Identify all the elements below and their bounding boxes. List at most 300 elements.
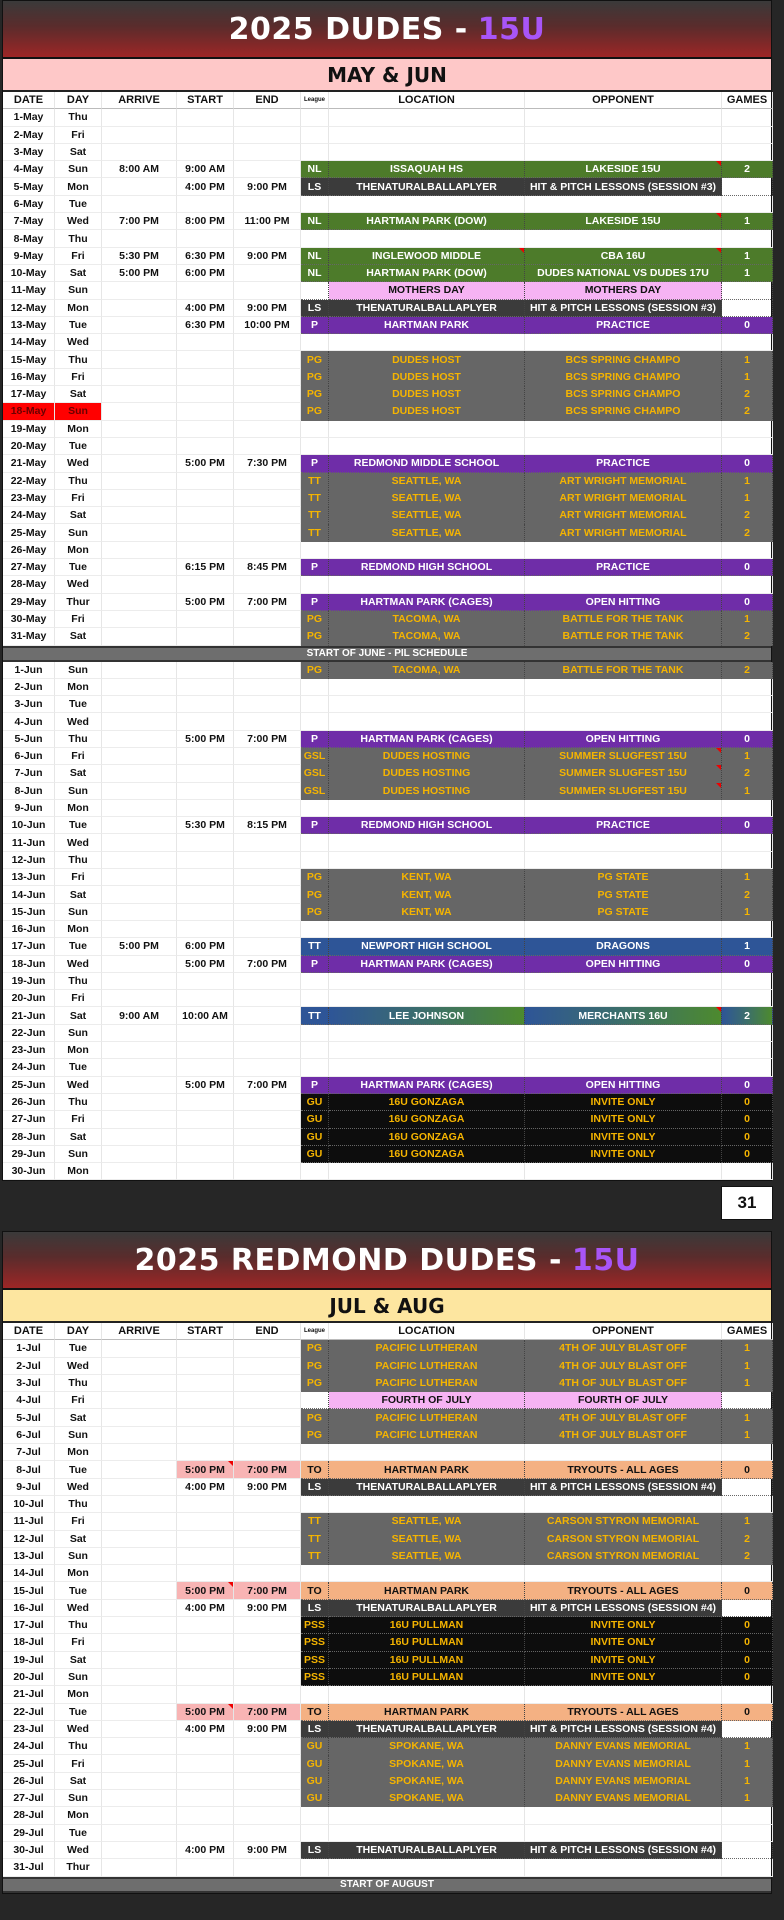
cell-league[interactable]: GU xyxy=(301,1111,329,1128)
cell-league[interactable]: GSL xyxy=(301,783,329,800)
cell-location[interactable]: PACIFIC LUTHERAN xyxy=(329,1340,525,1357)
table-row[interactable] xyxy=(3,300,771,317)
cell-start[interactable]: 9:00 AM xyxy=(177,161,234,178)
cell-day[interactable]: Fri xyxy=(55,248,102,265)
cell-start[interactable] xyxy=(177,334,234,351)
cell-start[interactable] xyxy=(177,576,234,593)
cell-arrive[interactable] xyxy=(102,1461,177,1478)
cell-start[interactable]: 6:30 PM xyxy=(177,317,234,334)
cell-opponent[interactable] xyxy=(525,1565,722,1582)
cell-league[interactable] xyxy=(301,1565,329,1582)
cell-arrive[interactable] xyxy=(102,748,177,765)
cell-opponent[interactable] xyxy=(525,1444,722,1461)
cell-start[interactable] xyxy=(177,1409,234,1426)
cell-league[interactable] xyxy=(301,127,329,144)
cell-end[interactable] xyxy=(234,713,301,730)
cell-opponent[interactable]: 4TH OF JULY BLAST OFF xyxy=(525,1375,722,1392)
cell-day[interactable]: Sat xyxy=(55,628,102,645)
cell-arrive[interactable] xyxy=(102,800,177,817)
cell-league[interactable]: PSS xyxy=(301,1617,329,1634)
cell-location[interactable]: LEE JOHNSON xyxy=(329,1007,525,1024)
cell-league[interactable]: GU xyxy=(301,1738,329,1755)
cell-games[interactable]: 1 xyxy=(722,490,773,507)
cell-date[interactable]: 2-May xyxy=(3,127,55,144)
cell-day[interactable]: Sun xyxy=(55,1427,102,1444)
cell-day[interactable]: Tue xyxy=(55,696,102,713)
cell-end[interactable] xyxy=(234,921,301,938)
cell-arrive[interactable] xyxy=(102,1755,177,1772)
cell-end[interactable]: 9:00 PM xyxy=(234,300,301,317)
cell-date[interactable]: 22-Jun xyxy=(3,1025,55,1042)
cell-opponent[interactable]: HIT & PITCH LESSONS (SESSION #4) xyxy=(525,1842,722,1859)
cell-league[interactable] xyxy=(301,282,329,299)
cell-location[interactable]: SEATTLE, WA xyxy=(329,473,525,490)
cell-start[interactable]: 4:00 PM xyxy=(177,300,234,317)
cell-end[interactable]: 9:00 PM xyxy=(234,1600,301,1617)
cell-arrive[interactable] xyxy=(102,869,177,886)
cell-location[interactable]: DUDES HOST xyxy=(329,369,525,386)
cell-end[interactable] xyxy=(234,611,301,628)
cell-opponent[interactable]: INVITE ONLY xyxy=(525,1617,722,1634)
cell-location[interactable] xyxy=(329,1859,525,1876)
cell-start[interactable]: 10:00 AM xyxy=(177,1007,234,1024)
cell-league[interactable]: TO xyxy=(301,1582,329,1599)
cell-arrive[interactable] xyxy=(102,438,177,455)
cell-games[interactable] xyxy=(722,1825,773,1842)
cell-date[interactable]: 29-May xyxy=(3,594,55,611)
cell-date[interactable]: 26-Jul xyxy=(3,1773,55,1790)
table-row[interactable] xyxy=(3,713,771,730)
cell-day[interactable]: Sat xyxy=(55,144,102,161)
cell-games[interactable]: 2 xyxy=(722,386,773,403)
cell-arrive[interactable] xyxy=(102,696,177,713)
cell-end[interactable] xyxy=(234,938,301,955)
cell-games[interactable] xyxy=(722,196,773,213)
cell-date[interactable]: 6-May xyxy=(3,196,55,213)
cell-date[interactable]: 21-Jul xyxy=(3,1686,55,1703)
table-row[interactable] xyxy=(3,1111,771,1128)
cell-league[interactable] xyxy=(301,990,329,1007)
cell-start[interactable] xyxy=(177,1807,234,1824)
cell-start[interactable] xyxy=(177,1042,234,1059)
cell-arrive[interactable] xyxy=(102,351,177,368)
cell-location[interactable] xyxy=(329,576,525,593)
cell-location[interactable]: PACIFIC LUTHERAN xyxy=(329,1409,525,1426)
cell-day[interactable]: Mon xyxy=(55,178,102,195)
cell-league[interactable] xyxy=(301,334,329,351)
cell-location[interactable]: 16U GONZAGA xyxy=(329,1146,525,1163)
cell-arrive[interactable] xyxy=(102,542,177,559)
table-row[interactable] xyxy=(3,1007,771,1024)
cell-start[interactable] xyxy=(177,1392,234,1409)
cell-day[interactable]: Thu xyxy=(55,852,102,869)
cell-arrive[interactable] xyxy=(102,1358,177,1375)
table-row[interactable] xyxy=(3,230,771,247)
cell-games[interactable] xyxy=(722,230,773,247)
cell-opponent[interactable]: ART WRIGHT MEMORIAL xyxy=(525,507,722,524)
cell-location[interactable]: 16U PULLMAN xyxy=(329,1669,525,1686)
cell-games[interactable] xyxy=(722,1392,773,1409)
cell-location[interactable] xyxy=(329,679,525,696)
cell-league[interactable] xyxy=(301,421,329,438)
cell-start[interactable] xyxy=(177,1340,234,1357)
cell-arrive[interactable] xyxy=(102,834,177,851)
cell-end[interactable] xyxy=(234,1496,301,1513)
cell-end[interactable]: 7:00 PM xyxy=(234,731,301,748)
cell-location[interactable]: DUDES HOSTING xyxy=(329,748,525,765)
cell-arrive[interactable] xyxy=(102,369,177,386)
cell-games[interactable]: 1 xyxy=(722,369,773,386)
cell-opponent[interactable]: INVITE ONLY xyxy=(525,1634,722,1651)
cell-league[interactable]: P xyxy=(301,817,329,834)
cell-day[interactable]: Sat xyxy=(55,265,102,282)
cell-start[interactable] xyxy=(177,696,234,713)
cell-opponent[interactable]: PG STATE xyxy=(525,904,722,921)
cell-location[interactable]: KENT, WA xyxy=(329,904,525,921)
cell-location[interactable]: HARTMAN PARK (CAGES) xyxy=(329,594,525,611)
cell-opponent[interactable] xyxy=(525,1025,722,1042)
cell-end[interactable] xyxy=(234,1340,301,1357)
table-row[interactable] xyxy=(3,161,771,178)
table-row[interactable] xyxy=(3,1704,771,1721)
cell-start[interactable] xyxy=(177,196,234,213)
cell-league[interactable]: GU xyxy=(301,1755,329,1772)
cell-location[interactable]: SPOKANE, WA xyxy=(329,1738,525,1755)
cell-start[interactable] xyxy=(177,1652,234,1669)
table-row[interactable] xyxy=(3,1790,771,1807)
cell-games[interactable] xyxy=(722,834,773,851)
table-row[interactable] xyxy=(3,1773,771,1790)
cell-start[interactable] xyxy=(177,1686,234,1703)
cell-games[interactable]: 1 xyxy=(722,1358,773,1375)
cell-opponent[interactable]: DANNY EVANS MEMORIAL xyxy=(525,1755,722,1772)
cell-league[interactable] xyxy=(301,973,329,990)
cell-league[interactable] xyxy=(301,1686,329,1703)
cell-games[interactable] xyxy=(722,1565,773,1582)
cell-opponent[interactable] xyxy=(525,1686,722,1703)
cell-location[interactable] xyxy=(329,713,525,730)
cell-opponent[interactable]: CBA 16U xyxy=(525,248,722,265)
cell-day[interactable]: Thu xyxy=(55,1738,102,1755)
cell-start[interactable]: 5:00 PM xyxy=(177,455,234,472)
cell-location[interactable]: THENATURALBALLAPLYER xyxy=(329,178,525,195)
cell-date[interactable]: 30-Jun xyxy=(3,1163,55,1180)
cell-league[interactable] xyxy=(301,109,329,126)
cell-opponent[interactable] xyxy=(525,1042,722,1059)
cell-start[interactable] xyxy=(177,403,234,420)
cell-league[interactable] xyxy=(301,230,329,247)
cell-date[interactable]: 13-Jul xyxy=(3,1548,55,1565)
cell-date[interactable]: 21-Jun xyxy=(3,1007,55,1024)
cell-end[interactable] xyxy=(234,542,301,559)
cell-end[interactable] xyxy=(234,369,301,386)
cell-end[interactable] xyxy=(234,1163,301,1180)
cell-games[interactable]: 2 xyxy=(722,1007,773,1024)
table-row[interactable] xyxy=(3,1686,771,1703)
cell-opponent[interactable] xyxy=(525,1163,722,1180)
cell-league[interactable]: LS xyxy=(301,1842,329,1859)
cell-start[interactable] xyxy=(177,507,234,524)
table-row[interactable] xyxy=(3,1652,771,1669)
cell-location[interactable] xyxy=(329,109,525,126)
table-row[interactable] xyxy=(3,1842,771,1859)
cell-date[interactable]: 18-May xyxy=(3,403,55,420)
cell-day[interactable]: Tue xyxy=(55,938,102,955)
cell-date[interactable]: 30-May xyxy=(3,611,55,628)
cell-arrive[interactable] xyxy=(102,144,177,161)
cell-date[interactable]: 19-Jun xyxy=(3,973,55,990)
cell-end[interactable]: 7:00 PM xyxy=(234,1077,301,1094)
cell-start[interactable] xyxy=(177,1025,234,1042)
cell-league[interactable]: LS xyxy=(301,1600,329,1617)
cell-arrive[interactable]: 9:00 AM xyxy=(102,1007,177,1024)
cell-date[interactable]: 28-Jul xyxy=(3,1807,55,1824)
cell-location[interactable] xyxy=(329,1444,525,1461)
cell-league[interactable]: PG xyxy=(301,662,329,679)
cell-league[interactable] xyxy=(301,1059,329,1076)
cell-end[interactable] xyxy=(234,196,301,213)
cell-end[interactable] xyxy=(234,1686,301,1703)
cell-opponent[interactable] xyxy=(525,127,722,144)
table-row[interactable] xyxy=(3,662,771,679)
table-row[interactable] xyxy=(3,956,771,973)
cell-end[interactable] xyxy=(234,1129,301,1146)
cell-arrive[interactable] xyxy=(102,990,177,1007)
cell-day[interactable]: Tue xyxy=(55,1825,102,1842)
cell-location[interactable]: SEATTLE, WA xyxy=(329,1548,525,1565)
cell-end[interactable] xyxy=(234,1513,301,1530)
cell-date[interactable]: 15-Jun xyxy=(3,904,55,921)
cell-league[interactable]: PG xyxy=(301,1375,329,1392)
cell-arrive[interactable] xyxy=(102,852,177,869)
cell-arrive[interactable] xyxy=(102,1548,177,1565)
table-row[interactable] xyxy=(3,1129,771,1146)
cell-league[interactable]: P xyxy=(301,317,329,334)
cell-games[interactable] xyxy=(722,1807,773,1824)
cell-opponent[interactable]: OPEN HITTING xyxy=(525,956,722,973)
cell-end[interactable] xyxy=(234,1146,301,1163)
cell-date[interactable]: 28-Jun xyxy=(3,1129,55,1146)
cell-opponent[interactable]: BCS SPRING CHAMPO xyxy=(525,386,722,403)
cell-date[interactable]: 8-May xyxy=(3,230,55,247)
cell-day[interactable]: Sun xyxy=(55,1146,102,1163)
cell-location[interactable]: DUDES HOST xyxy=(329,386,525,403)
cell-start[interactable] xyxy=(177,230,234,247)
cell-games[interactable]: 1 xyxy=(722,265,773,282)
cell-location[interactable]: PACIFIC LUTHERAN xyxy=(329,1375,525,1392)
cell-league[interactable]: P xyxy=(301,956,329,973)
cell-arrive[interactable] xyxy=(102,1392,177,1409)
cell-league[interactable]: PSS xyxy=(301,1634,329,1651)
cell-league[interactable] xyxy=(301,713,329,730)
cell-arrive[interactable] xyxy=(102,576,177,593)
cell-start[interactable] xyxy=(177,886,234,903)
table-row[interactable] xyxy=(3,1163,771,1180)
cell-opponent[interactable]: INVITE ONLY xyxy=(525,1146,722,1163)
cell-end[interactable]: 7:00 PM xyxy=(234,594,301,611)
cell-day[interactable]: Thu xyxy=(55,973,102,990)
cell-games[interactable] xyxy=(722,1600,773,1617)
cell-end[interactable] xyxy=(234,438,301,455)
cell-date[interactable]: 12-Jul xyxy=(3,1531,55,1548)
cell-location[interactable]: DUDES HOST xyxy=(329,403,525,420)
cell-games[interactable]: 0 xyxy=(722,1111,773,1128)
cell-day[interactable]: Sat xyxy=(55,386,102,403)
cell-end[interactable] xyxy=(234,351,301,368)
cell-arrive[interactable] xyxy=(102,282,177,299)
cell-arrive[interactable]: 5:00 PM xyxy=(102,265,177,282)
cell-league[interactable]: GU xyxy=(301,1773,329,1790)
cell-start[interactable] xyxy=(177,783,234,800)
table-row[interactable] xyxy=(3,507,771,524)
cell-end[interactable] xyxy=(234,1807,301,1824)
cell-day[interactable]: Tue xyxy=(55,817,102,834)
cell-league[interactable] xyxy=(301,1163,329,1180)
cell-location[interactable] xyxy=(329,834,525,851)
cell-league[interactable] xyxy=(301,1825,329,1842)
cell-league[interactable]: PG xyxy=(301,403,329,420)
cell-league[interactable] xyxy=(301,1496,329,1513)
cell-date[interactable]: 7-May xyxy=(3,213,55,230)
cell-league[interactable] xyxy=(301,1807,329,1824)
cell-arrive[interactable] xyxy=(102,1042,177,1059)
cell-end[interactable] xyxy=(234,1059,301,1076)
table-row[interactable] xyxy=(3,1496,771,1513)
cell-opponent[interactable]: INVITE ONLY xyxy=(525,1669,722,1686)
cell-games[interactable] xyxy=(722,1859,773,1876)
cell-opponent[interactable] xyxy=(525,542,722,559)
table-row[interactable] xyxy=(3,559,771,576)
cell-opponent[interactable]: 4TH OF JULY BLAST OFF xyxy=(525,1358,722,1375)
cell-games[interactable]: 0 xyxy=(722,1077,773,1094)
cell-date[interactable]: 21-May xyxy=(3,455,55,472)
cell-date[interactable]: 14-Jun xyxy=(3,886,55,903)
cell-start[interactable] xyxy=(177,1669,234,1686)
cell-arrive[interactable] xyxy=(102,713,177,730)
cell-location[interactable] xyxy=(329,421,525,438)
cell-date[interactable]: 6-Jul xyxy=(3,1427,55,1444)
table-row[interactable] xyxy=(3,386,771,403)
cell-date[interactable]: 12-Jun xyxy=(3,852,55,869)
cell-games[interactable]: 0 xyxy=(722,317,773,334)
cell-date[interactable]: 31-May xyxy=(3,628,55,645)
cell-arrive[interactable] xyxy=(102,973,177,990)
cell-end[interactable] xyxy=(234,386,301,403)
cell-location[interactable]: DUDES HOST xyxy=(329,351,525,368)
cell-games[interactable]: 0 xyxy=(722,455,773,472)
cell-arrive[interactable] xyxy=(102,334,177,351)
cell-start[interactable]: 6:00 PM xyxy=(177,265,234,282)
cell-games[interactable] xyxy=(722,1496,773,1513)
cell-opponent[interactable] xyxy=(525,990,722,1007)
table-row[interactable] xyxy=(3,109,771,126)
cell-date[interactable]: 23-Jun xyxy=(3,1042,55,1059)
cell-location[interactable] xyxy=(329,990,525,1007)
cell-day[interactable]: Sat xyxy=(55,1652,102,1669)
cell-arrive[interactable] xyxy=(102,731,177,748)
cell-end[interactable] xyxy=(234,765,301,782)
cell-opponent[interactable]: ART WRIGHT MEMORIAL xyxy=(525,473,722,490)
cell-league[interactable]: NL xyxy=(301,213,329,230)
cell-arrive[interactable] xyxy=(102,196,177,213)
cell-games[interactable] xyxy=(722,973,773,990)
cell-day[interactable]: Wed xyxy=(55,576,102,593)
cell-day[interactable]: Mon xyxy=(55,421,102,438)
cell-games[interactable] xyxy=(722,852,773,869)
table-row[interactable] xyxy=(3,800,771,817)
cell-arrive[interactable] xyxy=(102,490,177,507)
cell-date[interactable]: 15-May xyxy=(3,351,55,368)
cell-games[interactable]: 0 xyxy=(722,1094,773,1111)
cell-league[interactable]: PG xyxy=(301,369,329,386)
table-row[interactable] xyxy=(3,594,771,611)
cell-location[interactable]: PACIFIC LUTHERAN xyxy=(329,1427,525,1444)
cell-location[interactable]: NEWPORT HIGH SCHOOL xyxy=(329,938,525,955)
cell-day[interactable]: Sun xyxy=(55,403,102,420)
cell-league[interactable]: GSL xyxy=(301,765,329,782)
cell-opponent[interactable]: INVITE ONLY xyxy=(525,1094,722,1111)
cell-end[interactable] xyxy=(234,490,301,507)
cell-arrive[interactable] xyxy=(102,524,177,541)
cell-league[interactable] xyxy=(301,1025,329,1042)
cell-opponent[interactable] xyxy=(525,421,722,438)
cell-date[interactable]: 11-Jul xyxy=(3,1513,55,1530)
cell-games[interactable]: 0 xyxy=(722,817,773,834)
cell-arrive[interactable] xyxy=(102,1582,177,1599)
cell-date[interactable]: 20-Jul xyxy=(3,1669,55,1686)
cell-league[interactable] xyxy=(301,1392,329,1409)
table-row[interactable] xyxy=(3,1582,771,1599)
table-row[interactable] xyxy=(3,473,771,490)
cell-location[interactable]: THENATURALBALLAPLYER xyxy=(329,300,525,317)
cell-games[interactable] xyxy=(722,921,773,938)
cell-end[interactable] xyxy=(234,1773,301,1790)
cell-opponent[interactable]: 4TH OF JULY BLAST OFF xyxy=(525,1409,722,1426)
cell-arrive[interactable] xyxy=(102,559,177,576)
cell-end[interactable] xyxy=(234,886,301,903)
cell-arrive[interactable] xyxy=(102,1825,177,1842)
cell-league[interactable]: PG xyxy=(301,869,329,886)
cell-arrive[interactable] xyxy=(102,1686,177,1703)
table-row[interactable] xyxy=(3,852,771,869)
cell-end[interactable] xyxy=(234,576,301,593)
cell-end[interactable] xyxy=(234,1094,301,1111)
cell-opponent[interactable]: TRYOUTS - ALL AGES xyxy=(525,1461,722,1478)
cell-location[interactable]: THENATURALBALLAPLYER xyxy=(329,1479,525,1496)
cell-league[interactable]: PG xyxy=(301,611,329,628)
cell-location[interactable]: THENATURALBALLAPLYER xyxy=(329,1721,525,1738)
cell-arrive[interactable] xyxy=(102,1094,177,1111)
cell-opponent[interactable] xyxy=(525,230,722,247)
cell-end[interactable] xyxy=(234,161,301,178)
cell-start[interactable] xyxy=(177,662,234,679)
cell-league[interactable] xyxy=(301,679,329,696)
cell-date[interactable]: 3-Jul xyxy=(3,1375,55,1392)
cell-location[interactable]: 16U GONZAGA xyxy=(329,1129,525,1146)
cell-arrive[interactable] xyxy=(102,178,177,195)
cell-start[interactable] xyxy=(177,628,234,645)
cell-day[interactable]: Fri xyxy=(55,490,102,507)
table-row[interactable] xyxy=(3,1340,771,1357)
cell-end[interactable] xyxy=(234,421,301,438)
cell-arrive[interactable] xyxy=(102,230,177,247)
cell-arrive[interactable]: 7:00 PM xyxy=(102,213,177,230)
cell-date[interactable]: 1-Jun xyxy=(3,662,55,679)
cell-location[interactable]: INGLEWOOD MIDDLE xyxy=(329,248,525,265)
cell-end[interactable] xyxy=(234,473,301,490)
cell-day[interactable]: Thur xyxy=(55,594,102,611)
cell-arrive[interactable] xyxy=(102,1375,177,1392)
